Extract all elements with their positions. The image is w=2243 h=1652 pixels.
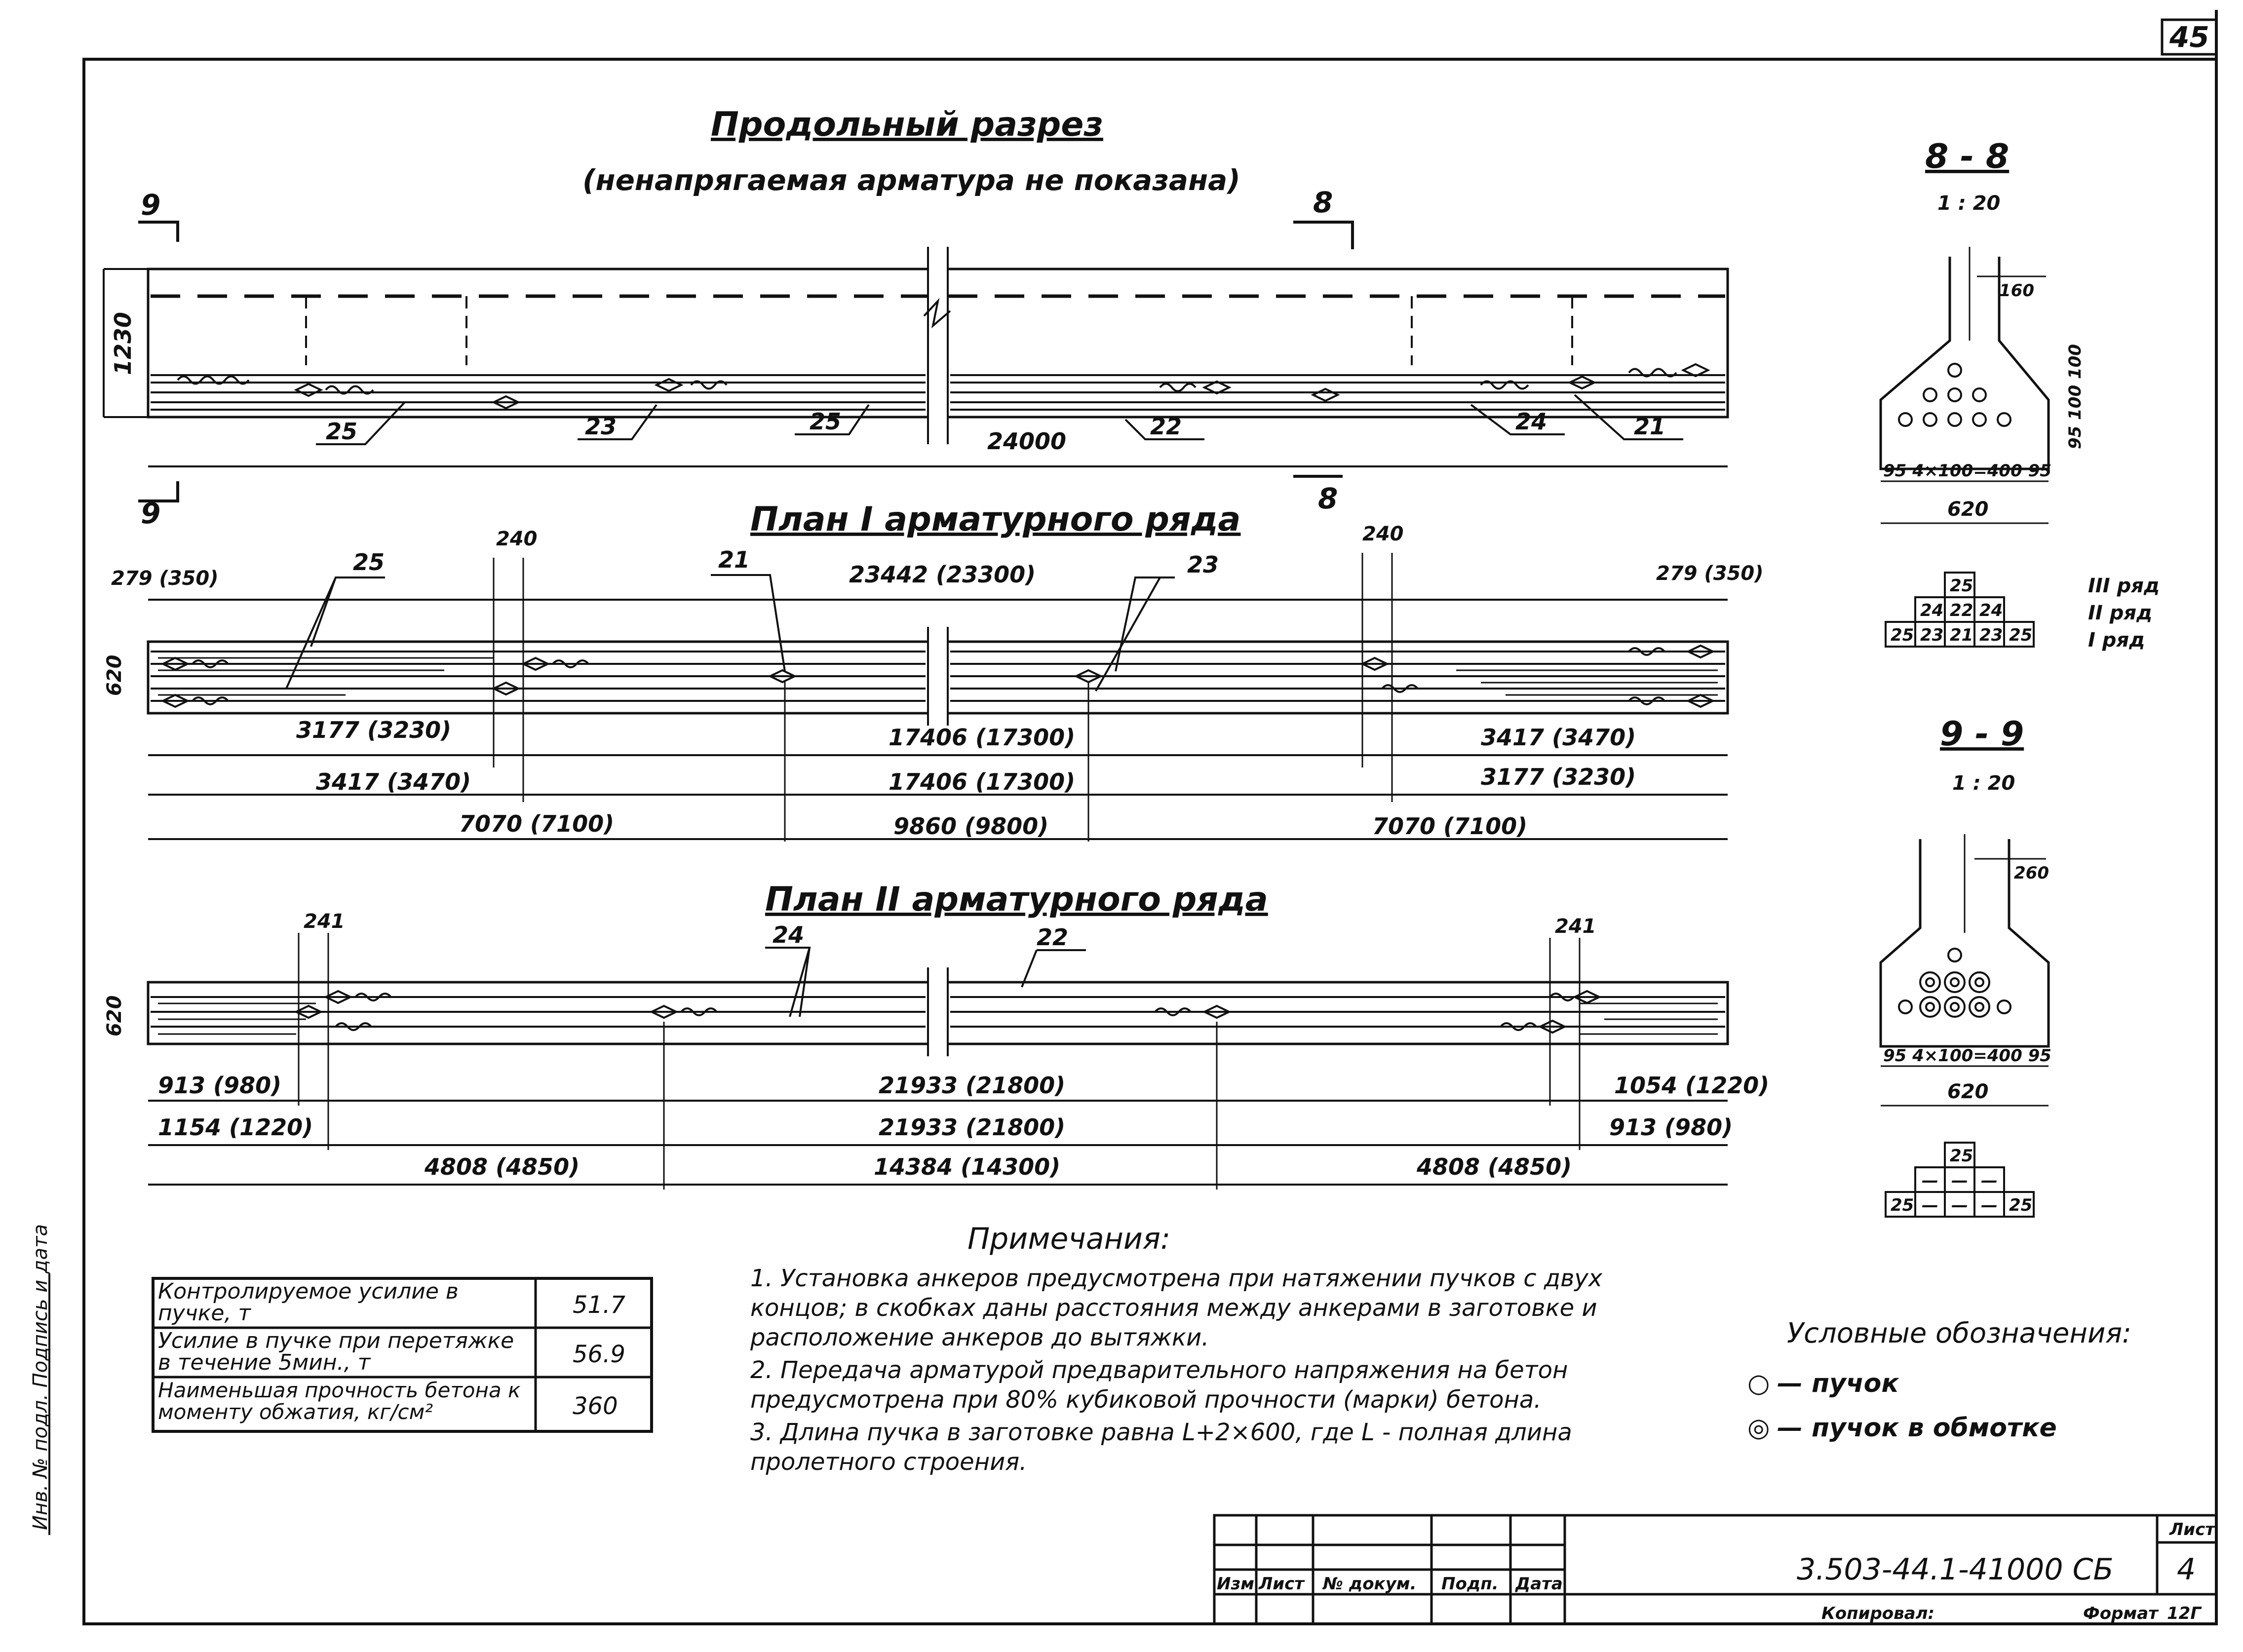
break-gap — [928, 247, 948, 444]
stamp-code: 3.503-44.1-41000 СБ — [1797, 1552, 2114, 1587]
params-row3-value: 360 — [573, 1392, 618, 1420]
plan2-step-right: 241 — [1555, 915, 1596, 938]
grid88-r1-4: 25 — [2009, 625, 2033, 645]
plan1-center-total: 23442 (23300) — [849, 561, 1036, 588]
section-8-marker-top — [1293, 222, 1353, 249]
plan1-break-gap — [928, 622, 948, 730]
grid88-r1-2: 21 — [1950, 625, 1973, 645]
row-label-3: III ряд — [2088, 575, 2160, 597]
plan2-row1-right: 1054 (1220) — [1614, 1072, 1770, 1099]
plan2-row1-left: 913 (980) — [158, 1072, 282, 1099]
plan2-step-left: 241 — [304, 910, 345, 933]
stamp-header-1: Лист — [1259, 1574, 1304, 1594]
stamp-sheet: 4 — [2177, 1552, 2196, 1587]
notes-box — [750, 1264, 1703, 1510]
grid99-r1-3: — — [1981, 1195, 1998, 1215]
section88-dim-top: 160 — [1999, 281, 2034, 301]
plan2-break-gap — [928, 967, 948, 1056]
legend-text-1: — пучок — [1777, 1369, 1899, 1398]
row-label-1: I ряд — [2088, 629, 2145, 652]
plan1-row3-left: 7070 (7100) — [459, 810, 615, 837]
plan1-row3-center: 9860 (9800) — [893, 813, 1049, 840]
plan1-leader-23 — [1096, 577, 1175, 691]
legend-title: Условные обозначения: — [1787, 1317, 2131, 1349]
plan1-width-dim: 620 — [103, 654, 126, 696]
plan1-row2-left: 3417 (3470) — [316, 768, 471, 795]
section88-dim-width: 620 — [1947, 498, 1989, 521]
stamp-header-3: Подп. — [1441, 1574, 1499, 1594]
plan1-row2-right: 3177 (3230) — [1481, 764, 1636, 790]
section88-dim-vert: 95 100 100 — [2065, 344, 2085, 449]
height-dim: 1230 — [110, 311, 136, 375]
params-row2-label-box — [158, 1330, 533, 1377]
section88-title: 8 - 8 — [1925, 137, 2010, 176]
params-row1-label: Контролируемое усилие в пучке, т — [158, 1281, 459, 1326]
note-3: 3. Длина пучка в заготовке равна L+2×600, где L - полная длина пролетного строения. — [750, 1419, 1572, 1476]
plan1-right-end: 279 (350) — [1656, 562, 1764, 585]
plan1-label-23: 23 — [1187, 551, 1219, 578]
plan1-row1-right: 3417 (3470) — [1481, 724, 1636, 751]
plan1-row3-right: 7070 (7100) — [1372, 813, 1528, 840]
section99-scale: 1 : 20 — [1952, 772, 2015, 795]
params-row3-label: Наименьшая прочность бетона к моменту обжатия, кг/см² — [158, 1380, 521, 1424]
long-label-21: 21 — [1634, 413, 1666, 440]
plan1-leader-25 — [286, 577, 385, 689]
grid99-r2-0: — — [1922, 1171, 1938, 1191]
stamp-sheet-label: Лист — [2169, 1520, 2215, 1539]
plan1-step-right: 240 — [1362, 523, 1404, 545]
section88-strands — [1899, 364, 2011, 426]
grid99-r1-2: — — [1951, 1195, 1968, 1215]
section99-dim-bottom: 95 4×100=400 95 — [1883, 1046, 2051, 1066]
long-label-25b: 25 — [810, 408, 842, 435]
stamp-format: 12Г — [2167, 1604, 2201, 1623]
plan1-row1-center: 17406 (17300) — [889, 724, 1076, 751]
params-row1-label-box — [158, 1281, 533, 1328]
stamp-header-2: № докум. — [1323, 1574, 1417, 1594]
grid88-r3-0: 25 — [1950, 576, 1973, 596]
row-label-2: II ряд — [2088, 602, 2153, 624]
grid88-r2-1: 22 — [1950, 601, 1973, 620]
section99-dim-top: 260 — [2014, 863, 2049, 883]
params-row3-label-box — [158, 1380, 533, 1431]
plan1-step-left: 240 — [496, 528, 538, 550]
section-8-label-top: 8 — [1313, 186, 1333, 219]
grid99-r1-0: 25 — [1891, 1195, 1914, 1215]
grid88-r2-0: 24 — [1920, 601, 1944, 620]
plan1-row2-center: 17406 (17300) — [889, 768, 1076, 795]
plan1-label-25: 25 — [353, 549, 385, 576]
longitudinal-title: Продольный разрез — [711, 105, 1103, 144]
longitudinal-subtitle: (ненапрягаемая арматура не показана) — [582, 163, 1240, 197]
length-dim: 24000 — [987, 428, 1067, 455]
plan2-row2-left: 1154 (1220) — [158, 1114, 313, 1141]
plan1-row1-left: 3177 (3230) — [296, 717, 452, 743]
params-row2-label: Усилие в пучке при перетяжке в течение 5мин., т — [158, 1330, 514, 1375]
side-stamp-text: Инв. № подл. Подпись и дата — [29, 1224, 52, 1530]
grid88-r1-1: 23 — [1920, 625, 1944, 645]
section-9-marker-top — [138, 222, 178, 242]
grid88-r1-0: 25 — [1891, 625, 1914, 645]
section99-dim-width: 620 — [1947, 1080, 1989, 1103]
section-9-label-bottom: 9 — [141, 497, 161, 530]
long-label-22: 22 — [1150, 413, 1182, 440]
note-2: 2. Передача арматурой предварительного напряжения на бетон предусмотрена при 80% кубиковой прочности (марки) бетона. — [750, 1356, 1568, 1414]
plan2-row2-center: 21933 (21800) — [879, 1114, 1066, 1141]
grid99-r2-2: — — [1981, 1171, 1998, 1191]
legend-symbol-1: ○ — [1747, 1369, 1770, 1398]
legend-symbol-2: ◎ — [1747, 1413, 1770, 1443]
section88-dim-bottom: 95 4×100=400 95 — [1883, 461, 2051, 481]
params-row1-value: 51.7 — [573, 1291, 625, 1319]
note-1: 1. Установка анкеров предусмотрена при натяжении пучков с двух концов; в скобках даны расстояния между анкерами в заготовке и расположение анкеров до вытяжки. — [750, 1265, 1603, 1351]
plan1-left-end: 279 (350) — [111, 567, 219, 590]
plan2-title: План II арматурного ряда — [765, 880, 1268, 919]
stamp-copied: Копировал: — [1821, 1604, 1935, 1623]
plan2-label-24: 24 — [773, 922, 805, 948]
section88-scale: 1 : 20 — [1937, 192, 2001, 215]
plan2-row1-center: 21933 (21800) — [879, 1072, 1066, 1099]
section99-title: 9 - 9 — [1940, 715, 2024, 754]
plan1-label-21: 21 — [718, 546, 750, 573]
plan2-width-dim: 620 — [103, 995, 126, 1037]
stamp-format-label: Формат — [2083, 1604, 2158, 1623]
long-label-25a: 25 — [326, 418, 358, 445]
notes-title: Примечания: — [967, 1222, 1171, 1256]
long-label-24: 24 — [1515, 408, 1547, 435]
grid99-r3-0: 25 — [1950, 1146, 1973, 1166]
plan2-row3-left: 4808 (4850) — [425, 1153, 580, 1180]
stamp-header-0: Изм — [1217, 1574, 1255, 1594]
plan1-leader-21 — [711, 575, 785, 671]
plan2-row3-right: 4808 (4850) — [1417, 1153, 1572, 1180]
stamp-header-4: Дата — [1515, 1574, 1563, 1594]
plan2-label-22: 22 — [1037, 924, 1069, 951]
plan2-row2-right: 913 (980) — [1609, 1114, 1733, 1141]
params-row2-value: 56.9 — [573, 1341, 625, 1368]
section99-center-line — [1965, 834, 2046, 933]
legend-text-2: — пучок в обмотке — [1777, 1413, 2057, 1443]
plan2-row3-center: 14384 (14300) — [874, 1153, 1061, 1180]
section-8-label-bottom: 8 — [1318, 482, 1338, 515]
grid99-r1-1: — — [1922, 1195, 1938, 1215]
top-sheet-number: 45 — [2169, 20, 2209, 54]
plan1-title: План I арматурного ряда — [750, 500, 1241, 539]
section99-strands — [1899, 949, 2011, 1017]
grid88-r1-3: 23 — [1979, 625, 2003, 645]
grid88-r2-2: 24 — [1979, 601, 2003, 620]
grid99-r1-4: 25 — [2009, 1195, 2033, 1215]
long-label-23: 23 — [585, 413, 617, 440]
grid99-r2-1: — — [1951, 1171, 1968, 1191]
section-9-label-top: 9 — [141, 188, 161, 222]
